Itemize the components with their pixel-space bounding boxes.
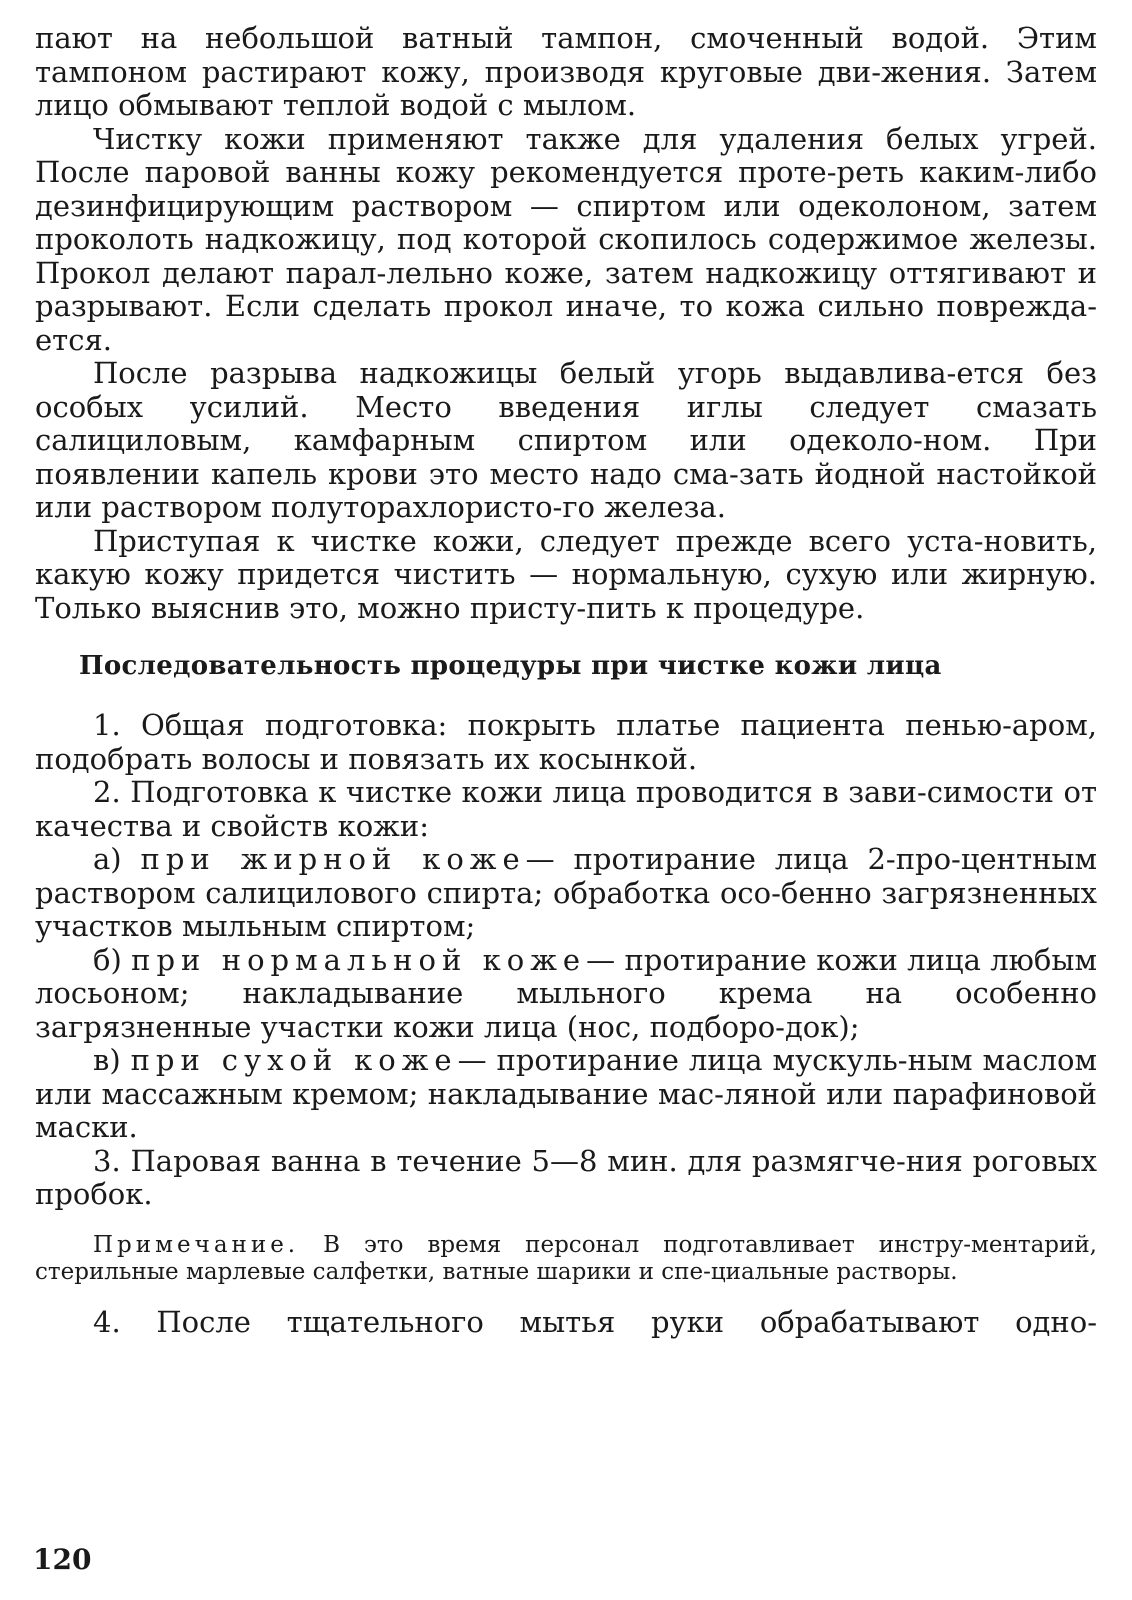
item-text: — протирание лица мускуль-ным маслом или массажным кремом; накладывание мас-ляной или парафиновой маски. [35, 1043, 1098, 1144]
emphasized-term: при жирной коже [140, 842, 526, 876]
step-2b-normal-skin [35, 944, 1097, 1045]
step-1: 1. Общая подготовка: покрыть платье пациента пенью-аром, подобрать волосы и повязать их косынкой. [35, 708, 1097, 776]
emphasized-term: при нормальной коже [131, 942, 587, 977]
item-marker: в) [93, 1043, 121, 1077]
note-text: В это время персонал подготавливает инстру-ментарий, стерильные марлевые салфетки, ватные шарики и спе-циальные растворы. [35, 1231, 1097, 1285]
step-2c-dry-skin [35, 1044, 1097, 1145]
step-2: 2. Подготовка к чистке кожи лица проводится в зави-симости от качества и свойств кожи: [35, 775, 1097, 843]
book-page [35, 22, 1097, 1339]
step-3: 3. Паровая ванна в течение 5—8 мин. для размягче-ния роговых пробок. [35, 1143, 1097, 1211]
page-number: 120 [33, 1543, 92, 1576]
paragraph-white-blackheads: Чистку кожи применяют также для удаления белых угрей. После паровой ванны кожу рекомендуется проте-реть каким-либо дезинфицирующим раствором — спиртом или одеколоном, затем проколоть надкожицу, под которой скопилось содержимое железы. Прокол делают парал-лельно коже, затем надкожицу оттягивают и разрывают. Если сделать прокол иначе, то кожа сильно поврежда-ется. [35, 121, 1097, 357]
step-4: 4. После тщательного мытья руки обрабатывают одно- [93, 1304, 1097, 1339]
step-2a-oily-skin [35, 843, 1097, 944]
item-text: — протирание лица 2-про-центным раствором салицилового спирта; обработка осо-бенно загрязненных участков мыльным спиртом; [35, 842, 1097, 943]
note-label: Примечание. [93, 1231, 300, 1258]
emphasized-term: при сухой коже [130, 1043, 458, 1077]
item-marker: б) [93, 942, 122, 977]
section-heading: Последовательность процедуры при чистке кожи лица [79, 651, 942, 681]
paragraph-after-puncture: После разрыва надкожицы белый угорь выдавлива-ется без особых усилий. Место введения иглы следует смазать салициловым, камфарным спиртом или одеколо-ном. При появлении капель крови это место надо сма-зать йодной настойкой или раствором полуторахлористо-го железа. [35, 356, 1097, 524]
note [35, 1232, 1097, 1286]
item-marker: а) [93, 842, 122, 876]
paragraph-skin-type: Приступая к чистке кожи, следует прежде всего уста-новить, какую кожу придется чистить — нормальную, сухую или жирную. Только выяснив это, можно присту-пить к процедуре. [35, 523, 1097, 625]
item-text: — протирание кожи лица любым лосьоном; накладывание мыльного крема на особенно загрязненные участки кожи лица (нос, подборо-док); [35, 942, 1098, 1044]
paragraph-continuation: пают на небольшой ватный тампон, смоченный водой. Этим тампоном растирают кожу, производя круговые дви-жения. Затем лицо обмывают теплой водой с мылом. [35, 21, 1097, 122]
